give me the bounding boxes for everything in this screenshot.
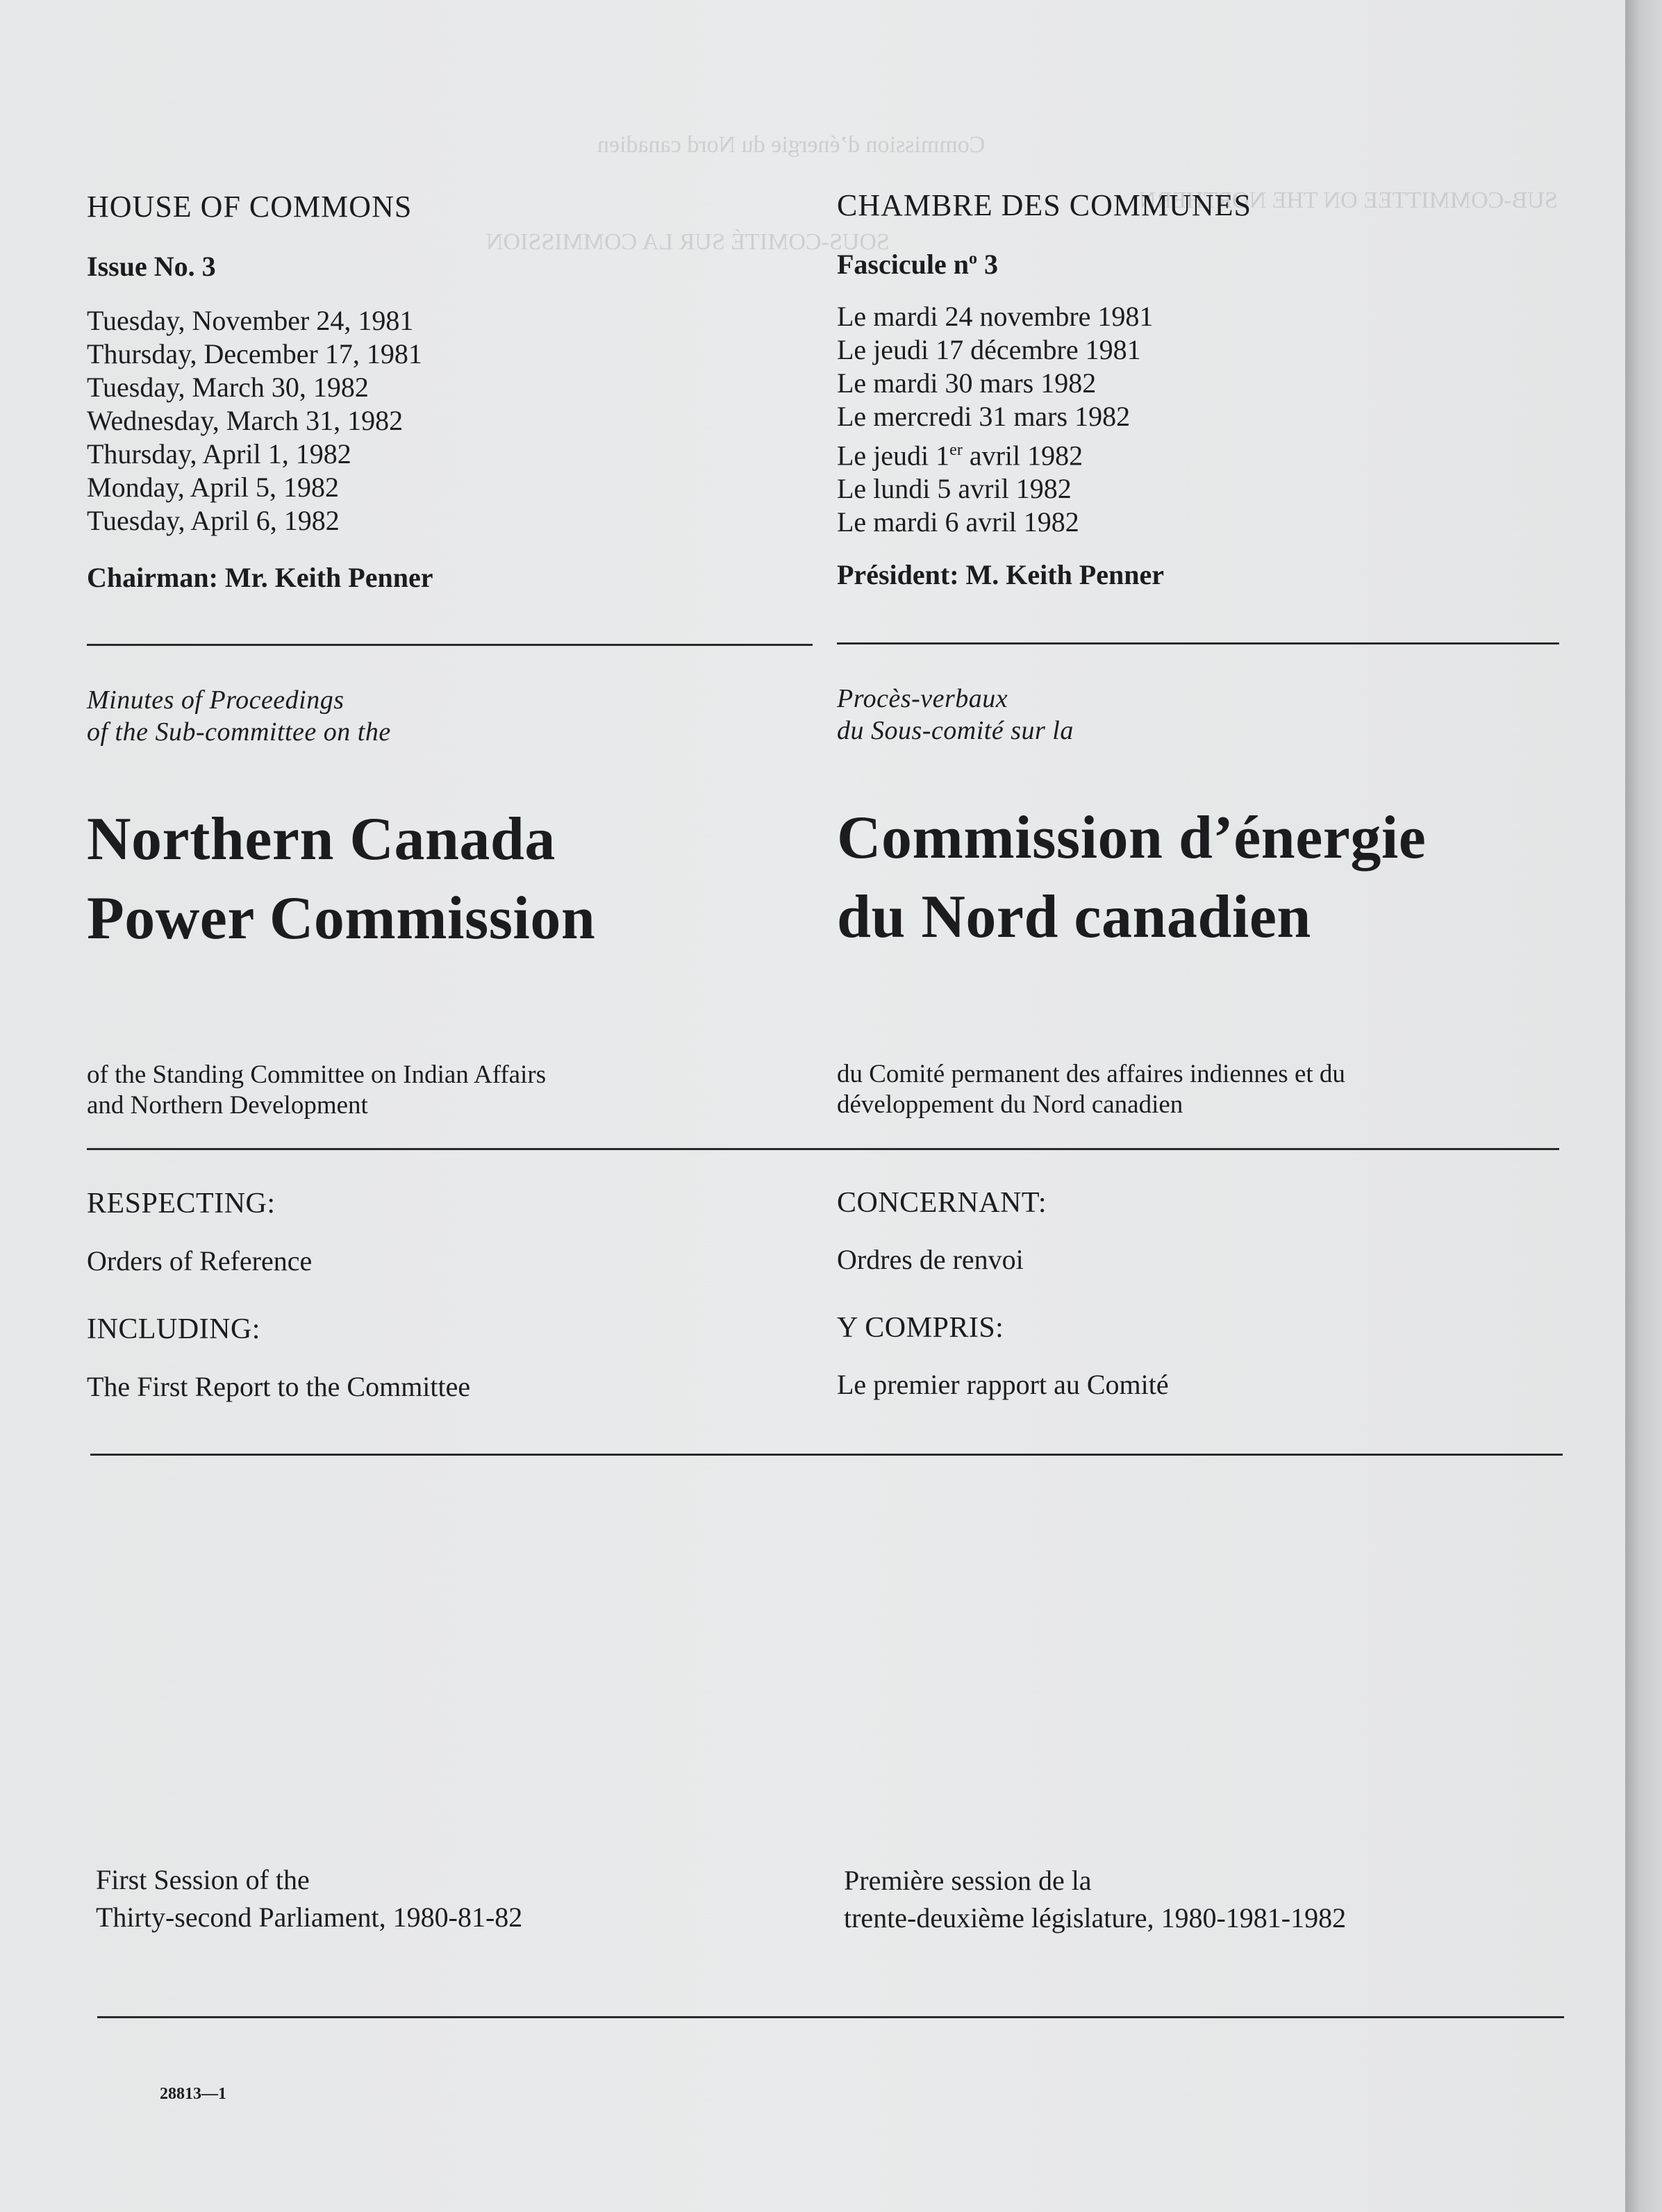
including-label: Y COMPRIS: bbox=[837, 1312, 1004, 1344]
session-line: Thirty-second Parliament, 1980-81-82 bbox=[96, 1902, 523, 1933]
respecting-label: RESPECTING: bbox=[87, 1188, 276, 1220]
session-line: First Session of the bbox=[96, 1864, 310, 1895]
date-list bbox=[837, 300, 1153, 539]
session-info bbox=[96, 1861, 522, 1936]
respecting-text: Ordres de renvoi bbox=[837, 1244, 1024, 1275]
divider bbox=[90, 1454, 1563, 1456]
committee-line: développement du Nord canadien bbox=[837, 1090, 1183, 1119]
date-item: Le jeudi 17 décembre 1981 bbox=[837, 334, 1141, 365]
house-heading: CHAMBRE DES COMMUNES bbox=[837, 188, 1252, 222]
divider bbox=[87, 1148, 1559, 1150]
including-text: Le premier rapport au Comité bbox=[837, 1369, 1169, 1400]
chairman: Chairman: Mr. Keith Penner bbox=[87, 562, 433, 593]
including-text: The First Report to the Committee bbox=[87, 1371, 471, 1402]
show-through-text: SUB-COMMITTEE ON THE NORTHERN bbox=[1139, 188, 1558, 213]
issue-text: Fascicule n bbox=[837, 249, 969, 280]
session-line: Première session de la bbox=[844, 1865, 1092, 1896]
minutes-line: of the Sub-committee on the bbox=[87, 717, 391, 747]
session-line: trente-deuxième législature, 1980-1981-1982 bbox=[844, 1902, 1347, 1934]
date-item: Monday, April 5, 1982 bbox=[87, 472, 339, 503]
chairman: Président: M. Keith Penner bbox=[837, 559, 1164, 590]
minutes-subtitle bbox=[87, 684, 391, 748]
date-item: Le mardi 30 mars 1982 bbox=[837, 367, 1097, 399]
date-item: Tuesday, April 6, 1982 bbox=[87, 505, 340, 536]
date-item: Thursday, April 1, 1982 bbox=[87, 438, 351, 469]
date-item: Wednesday, March 31, 1982 bbox=[87, 405, 404, 436]
including-label: INCLUDING: bbox=[87, 1313, 260, 1345]
show-through-text: SOUS-COMITÉ SUR LA COMMISSION bbox=[486, 229, 890, 255]
issue-superscript: o bbox=[968, 249, 977, 268]
date-item: Le lundi 5 avril 1982 bbox=[837, 473, 1072, 505]
committee-line: du Comité permanent des affaires indiennes et du bbox=[837, 1060, 1345, 1088]
title-line: Power Commission bbox=[87, 885, 596, 952]
minutes-line: Procès-verbaux bbox=[837, 684, 1008, 713]
show-through-text: Commission d’énergie du Nord canadien bbox=[597, 132, 986, 158]
committee-line: and Northern Development bbox=[87, 1091, 368, 1120]
divider-left bbox=[87, 644, 813, 646]
date-item: Tuesday, November 24, 1981 bbox=[87, 305, 414, 336]
main-title bbox=[837, 799, 1426, 957]
main-title bbox=[87, 800, 595, 958]
issue-text: 3 bbox=[977, 249, 998, 280]
page-edge bbox=[1625, 0, 1662, 2212]
date-item bbox=[837, 433, 1153, 472]
print-code: 28813—1 bbox=[160, 2085, 226, 2103]
date-item: Le mardi 24 novembre 1981 bbox=[837, 301, 1154, 332]
committee-name bbox=[87, 1060, 546, 1121]
date-item: Le mardi 6 avril 1982 bbox=[837, 506, 1079, 538]
date-item: Le mercredi 31 mars 1982 bbox=[837, 401, 1131, 432]
divider bbox=[97, 2016, 1564, 2018]
title-line: Commission d’énergie bbox=[837, 804, 1427, 872]
title-line: du Nord canadien bbox=[837, 883, 1311, 951]
session-info bbox=[844, 1862, 1346, 1937]
date-item: Thursday, December 17, 1981 bbox=[87, 338, 422, 369]
committee-name bbox=[837, 1059, 1345, 1120]
date-list bbox=[87, 304, 422, 538]
date-item: Tuesday, March 30, 1982 bbox=[87, 372, 369, 403]
date-text: Le jeudi 1 bbox=[837, 440, 950, 472]
respecting-text: Orders of Reference bbox=[87, 1245, 313, 1277]
minutes-subtitle bbox=[837, 683, 1074, 747]
date-superscript: er bbox=[949, 441, 963, 459]
date-text: avril 1982 bbox=[962, 440, 1083, 472]
minutes-line: du Sous-comité sur la bbox=[837, 716, 1074, 745]
minutes-line: Minutes of Proceedings bbox=[87, 685, 344, 715]
title-line: Northern Canada bbox=[87, 806, 556, 873]
issue-number bbox=[837, 248, 998, 281]
issue-number: Issue No. 3 bbox=[87, 251, 216, 282]
house-heading: HOUSE OF COMMONS bbox=[87, 190, 413, 224]
committee-line: of the Standing Committee on Indian Affairs bbox=[87, 1061, 547, 1089]
divider-right bbox=[837, 642, 1559, 645]
respecting-label: CONCERNANT: bbox=[837, 1187, 1047, 1219]
